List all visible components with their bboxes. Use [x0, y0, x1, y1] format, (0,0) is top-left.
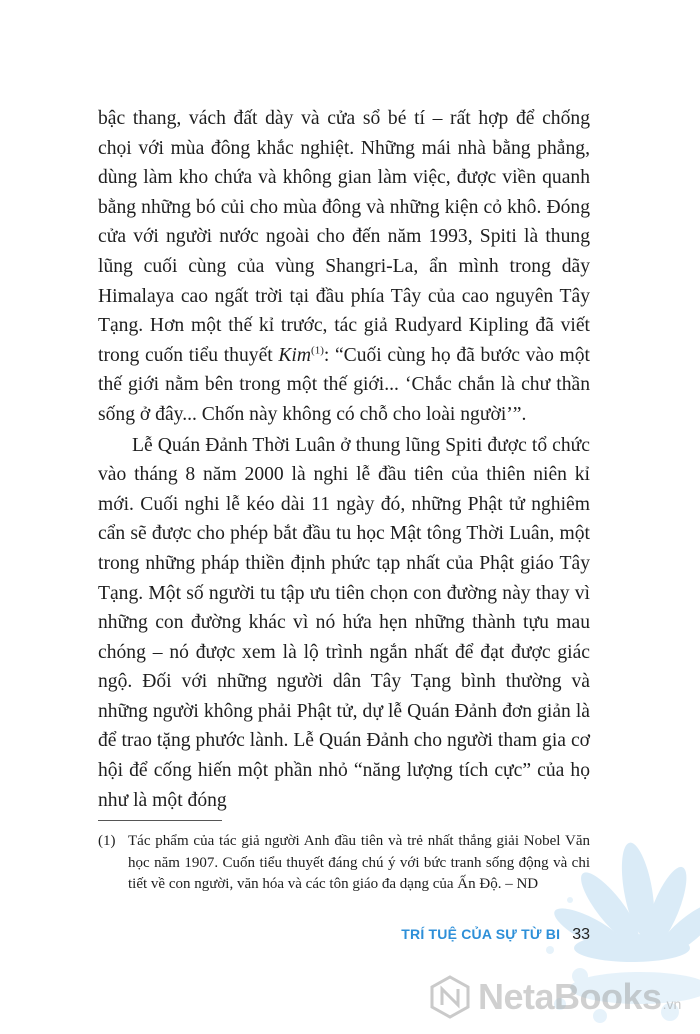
- book-title-kim: Kim: [278, 344, 312, 366]
- footnote-number: (1): [98, 833, 116, 849]
- footnote-text: Tác phẩm của tác giả người Anh đầu tiên và trẻ nhất thắng giải Nobel Văn học năm 1907. Cuốn tiểu thuyết đáng chú ý với bức tranh sống động và chi tiết về con người, văn hóa và các tôn giáo đa dạng của Ấn Độ. – ND: [128, 833, 590, 892]
- paragraph-2: Lễ Quán Đảnh Thời Luân ở thung lũng Spiti được tổ chức vào tháng 8 năm 2000 là nghi lễ đầu tiên của thiên niên kỉ mới. Cuối nghi lễ kéo dài 11 ngày đó, những Phật tử nghiêm cẩn sẽ được cho phép bắt đầu tu học Mật tông Thời Luân, một trong những pháp thiền định phức tạp nhất của Phật giáo Tây Tạng. Một số người tu tập ưu tiên chọn con đường này thay vì những con đường khác vì nó hứa hẹn những thành tựu mau chóng – nó được xem là lộ trình ngắn nhất để đạt được giác ngộ. Đối với những người dân Tây Tạng bình thường và những người không phải Phật tử, dự lễ Quán Đảnh đơn giản là để trao tặng phước lành. Lễ Quán Đảnh cho người tham gia cơ hội để cống hiến một phần nhỏ “năng lượng tích cực” của họ như là một đóng: [98, 434, 590, 811]
- footnote-reference[interactable]: (1): [311, 344, 324, 357]
- body-text: [98, 104, 590, 815]
- watermark-brand: NetaBooks: [478, 976, 662, 1017]
- watermark: [428, 972, 700, 1022]
- paragraph-1-text-before: bậc thang, vách đất dày và cửa sổ bé tí – rất hợp để chống chọi với mùa đông khắc nghiệt. Những mái nhà bằng phẳng, dùng làm kho chứa và không gian làm việc, được viền quanh bằng những bó củi cho mùa đông và những kiện cỏ khô. Đóng cửa với người nước ngoài cho đến năm 1993, Spiti là thung lũng cuối cùng của vùng Shangri-La, ẩn mình trong dãy Himalaya cao ngất trời tại đầu phía Tây của cao nguyên Tây Tạng. Hơn một thế kỉ trước, tác giả Rudyard Kipling đã viết trong cuốn tiểu thuyết: [98, 108, 590, 366]
- page-number: 33: [572, 926, 590, 943]
- netabooks-logo-icon: [428, 975, 472, 1019]
- footnote: [98, 831, 590, 896]
- paragraph-1: [98, 104, 590, 430]
- running-title: TRÍ TUỆ CỦA SỰ TỪ BI: [401, 926, 561, 942]
- paragraph-1-text-after: : “Cuối cùng họ đã bước vào một thế giới nằm bên trong một thế giới... ‘Chắc chắn là chư thần sống ở đây... Chốn này không có chỗ cho loài người’”.: [98, 344, 590, 425]
- footnote-divider: [98, 820, 222, 821]
- running-footer: [400, 926, 590, 944]
- watermark-suffix: .vn: [662, 996, 682, 1012]
